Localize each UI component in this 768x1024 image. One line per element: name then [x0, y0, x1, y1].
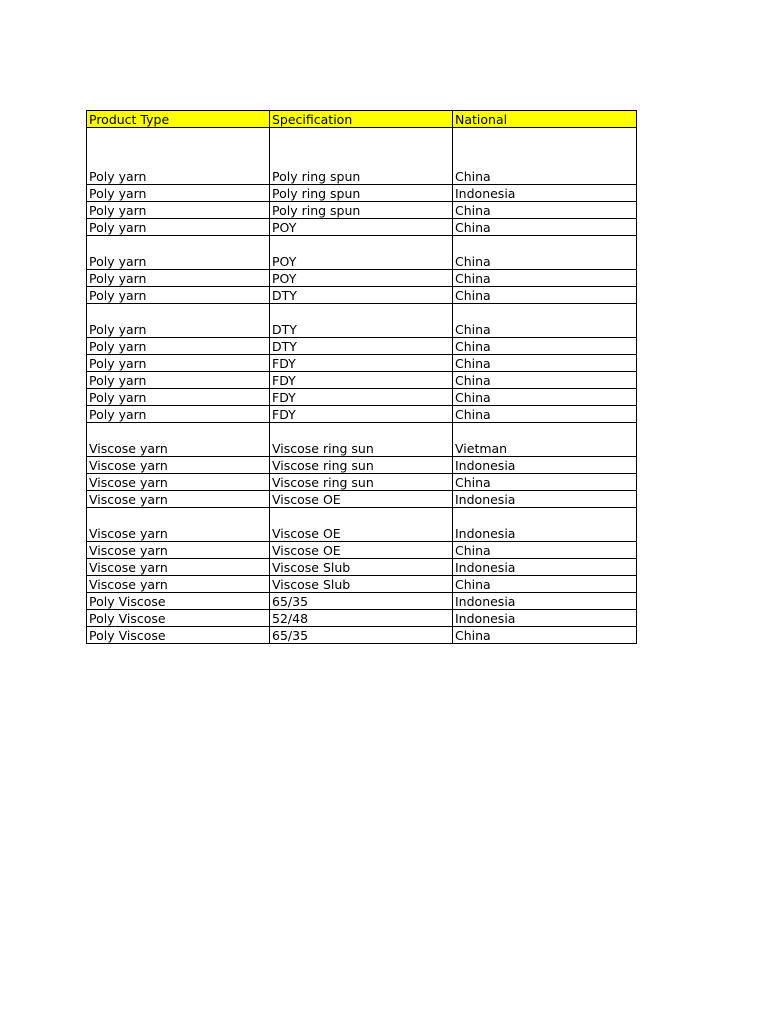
product-type-cell: Poly yarn: [87, 219, 270, 236]
table-row: [87, 287, 637, 304]
header-product-type: Product Type: [87, 111, 270, 128]
table-row: [87, 423, 637, 457]
specification-cell: POY: [270, 236, 453, 270]
specification-cell: Poly ring spun: [270, 185, 453, 202]
product-type-cell: Viscose yarn: [87, 576, 270, 593]
table-row: [87, 508, 637, 542]
national-cell: China: [453, 270, 637, 287]
specification-cell: FDY: [270, 406, 453, 423]
national-cell: Indonesia: [453, 491, 637, 508]
national-cell: China: [453, 576, 637, 593]
national-cell: Indonesia: [453, 457, 637, 474]
table-row: [87, 593, 637, 610]
national-cell: China: [453, 542, 637, 559]
product-type-cell: Viscose yarn: [87, 559, 270, 576]
national-cell: China: [453, 474, 637, 491]
specification-cell: DTY: [270, 304, 453, 338]
product-type-cell: Poly yarn: [87, 338, 270, 355]
national-cell: Indonesia: [453, 610, 637, 627]
table-row: [87, 338, 637, 355]
table-row: [87, 491, 637, 508]
specification-cell: Viscose ring sun: [270, 474, 453, 491]
table-row: [87, 372, 637, 389]
product-type-cell: Poly yarn: [87, 287, 270, 304]
product-type-cell: Poly yarn: [87, 372, 270, 389]
specification-cell: DTY: [270, 287, 453, 304]
product-type-cell: Poly yarn: [87, 128, 270, 185]
product-type-cell: Poly yarn: [87, 304, 270, 338]
product-type-cell: Viscose yarn: [87, 508, 270, 542]
specification-cell: Viscose ring sun: [270, 423, 453, 457]
specification-cell: POY: [270, 270, 453, 287]
product-type-cell: Poly Viscose: [87, 610, 270, 627]
specification-cell: 52/48: [270, 610, 453, 627]
specification-cell: POY: [270, 219, 453, 236]
specification-cell: FDY: [270, 389, 453, 406]
specification-cell: FDY: [270, 372, 453, 389]
national-cell: Indonesia: [453, 593, 637, 610]
specification-cell: Viscose OE: [270, 508, 453, 542]
specification-cell: Poly ring spun: [270, 202, 453, 219]
table-row: [87, 270, 637, 287]
national-cell: China: [453, 287, 637, 304]
table-row: [87, 406, 637, 423]
table-row: [87, 202, 637, 219]
specification-cell: Viscose OE: [270, 542, 453, 559]
table-header: [87, 111, 637, 128]
product-type-cell: Poly yarn: [87, 202, 270, 219]
national-cell: China: [453, 202, 637, 219]
national-cell: China: [453, 236, 637, 270]
specification-cell: 65/35: [270, 627, 453, 644]
product-type-cell: Poly yarn: [87, 355, 270, 372]
national-cell: China: [453, 338, 637, 355]
national-cell: China: [453, 627, 637, 644]
specification-cell: DTY: [270, 338, 453, 355]
table-row: [87, 185, 637, 202]
product-type-cell: Poly yarn: [87, 270, 270, 287]
specification-cell: Viscose Slub: [270, 559, 453, 576]
product-type-cell: Poly Viscose: [87, 627, 270, 644]
table-row: [87, 219, 637, 236]
table-row: [87, 389, 637, 406]
national-cell: Indonesia: [453, 559, 637, 576]
table-row: [87, 542, 637, 559]
national-cell: China: [453, 355, 637, 372]
specification-cell: Viscose Slub: [270, 576, 453, 593]
header-row: [87, 111, 637, 128]
product-type-cell: Poly yarn: [87, 185, 270, 202]
table-row: [87, 474, 637, 491]
spreadsheet-table: [86, 110, 637, 644]
national-cell: Indonesia: [453, 185, 637, 202]
specification-cell: Viscose ring sun: [270, 457, 453, 474]
header-specification: Specification: [270, 111, 453, 128]
table-row: [87, 128, 637, 185]
specification-cell: FDY: [270, 355, 453, 372]
national-cell: China: [453, 219, 637, 236]
product-type-cell: Viscose yarn: [87, 474, 270, 491]
national-cell: China: [453, 128, 637, 185]
national-cell: China: [453, 406, 637, 423]
product-type-cell: Poly yarn: [87, 389, 270, 406]
table-row: [87, 610, 637, 627]
product-type-cell: Viscose yarn: [87, 491, 270, 508]
national-cell: Indonesia: [453, 508, 637, 542]
table-row: [87, 304, 637, 338]
national-cell: China: [453, 389, 637, 406]
product-type-cell: Viscose yarn: [87, 542, 270, 559]
national-cell: China: [453, 304, 637, 338]
specification-cell: 65/35: [270, 593, 453, 610]
table-body: [87, 128, 637, 644]
table-row: [87, 576, 637, 593]
product-type-cell: Viscose yarn: [87, 423, 270, 457]
table-row: [87, 457, 637, 474]
national-cell: Vietman: [453, 423, 637, 457]
table-row: [87, 355, 637, 372]
national-cell: China: [453, 372, 637, 389]
table-row: [87, 236, 637, 270]
specification-cell: Viscose OE: [270, 491, 453, 508]
table-row: [87, 559, 637, 576]
product-type-cell: Viscose yarn: [87, 457, 270, 474]
product-type-cell: Poly yarn: [87, 406, 270, 423]
table-row: [87, 627, 637, 644]
product-type-cell: Poly Viscose: [87, 593, 270, 610]
specification-cell: Poly ring spun: [270, 128, 453, 185]
product-type-cell: Poly yarn: [87, 236, 270, 270]
header-national: National: [453, 111, 637, 128]
